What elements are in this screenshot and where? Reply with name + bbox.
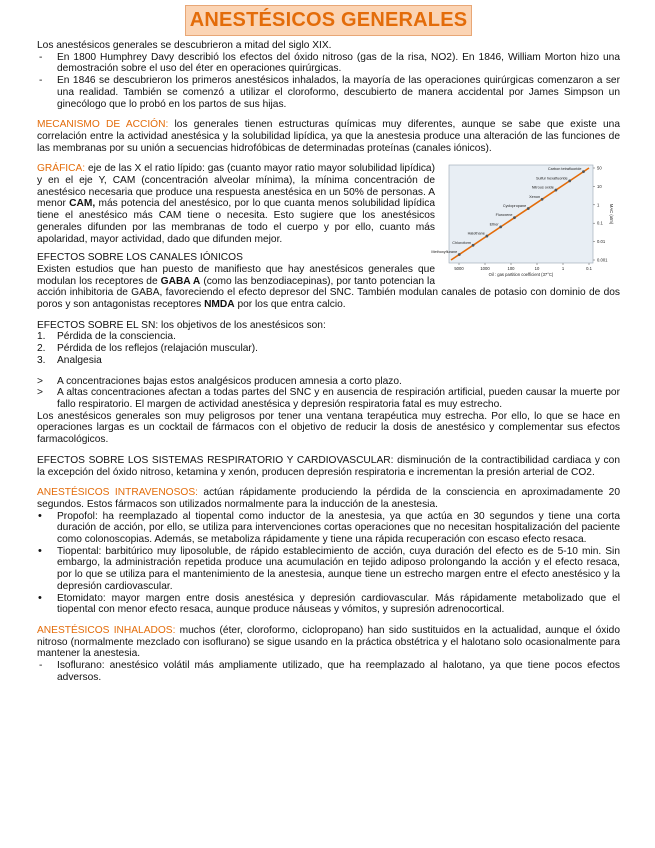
mecanismo-paragraph xyxy=(37,119,620,154)
inhalados-paragraph xyxy=(37,625,620,660)
grafica-cam: CAM, xyxy=(69,198,96,210)
chart-y-tick-label: 0.1 xyxy=(597,221,603,227)
intro-list xyxy=(37,52,620,111)
nmda-term: NMDA xyxy=(204,299,235,311)
respiratorio-paragraph xyxy=(37,455,620,478)
drug-description: : mayor margen entre dosis anestésica y depresión cardiovascular. Más rápidamente metabolizado que el tiopental con menor efecto resaca, aunque produce náuseas y vómitos, y supresión adrenocortical. xyxy=(57,592,620,616)
objective-number: 3. xyxy=(37,354,46,366)
chart-point-label: Ether xyxy=(489,222,499,227)
chart-data-point xyxy=(541,198,544,201)
chart-point-label: Cyclopropane xyxy=(502,204,527,209)
canales-text-3: por los que entra calcio. xyxy=(234,299,346,311)
chart-y-tick-label: 50 xyxy=(597,165,602,171)
chart-y-tick-label: 0.01 xyxy=(597,239,606,245)
drug-name: Propofol xyxy=(57,510,95,522)
chart-point-label: Nitrous oxide xyxy=(531,185,554,190)
page-title: ANESTÉSICOS GENERALES xyxy=(189,9,468,31)
chart-y-tick-label: 0.001 xyxy=(597,257,608,263)
chart-data-point xyxy=(458,253,461,256)
intro-item: - En 1846 se descubrieron los primeros anestésicos inhalados, la mayoría de las operaciones quirúrgicas comenzaron a ser una realidad. También se comenzó a utilizar el cloroformo, descubierto de manera accidental por James Simpson un ginecólogo que lo probó en los partos de sus hijas. xyxy=(37,75,620,110)
sn-closing: Los anestésicos generales son muy peligrosos por tener una ventana terapéutica muy estrecha. Por ello, lo que se hace en operaciones largas es un cocktail de fármacos con el objetivo de reducir la dosis de anestésico y complementar sus efectos farmacológicos. xyxy=(37,410,620,446)
chart-data-point xyxy=(513,217,516,220)
chart-data-point xyxy=(582,171,585,174)
mac-chart xyxy=(431,163,620,281)
chart-x-axis-label: Oil : gas partition coefficient (37°C) xyxy=(488,272,554,278)
intro-line: Los anestésicos generales se descubrieron a mitad del siglo XIX. xyxy=(37,40,332,51)
chart-point-label: Xenon xyxy=(529,195,541,200)
grafica-label: GRÁFICA: xyxy=(37,163,86,175)
sn-heading: EFECTOS SOBRE EL SN xyxy=(37,319,156,331)
objective-number: 2. xyxy=(37,343,46,355)
drug-item-propofol xyxy=(37,511,620,546)
chart-data-point xyxy=(527,207,530,210)
drug-description: : anestésico volátil más ampliamente utilizado, que ha reemplazado al halotano, ya que tiene pocos efectos adversos. xyxy=(57,660,620,683)
objective-text: Analgesia xyxy=(57,354,102,366)
objective-item xyxy=(37,331,620,343)
chart-point-label: Carbon tetrafluoride xyxy=(547,167,582,172)
chart-y-axis-label: MAC (atm) xyxy=(609,204,614,225)
chart-y-tick-label: 1 xyxy=(597,202,600,208)
drug-description: : ha reemplazado al tiopental como inductor de la anestesia, ya que actúa en 30 segundos y tiene una corta duración de acción, por ello, se utiliza para intervenciones cortas operaciones que no necesitan hospitalización del paciente como colonoscopias. Además, se metaboliza rápidamente y tiene una rápida recuperación con escaso efecto resaca. xyxy=(57,510,620,546)
intravenosos-text: actúan rápidamente produciendo la pérdida de la consciencia en aproximadamente 20 segundos. Estos fármacos son utilizados normalmente para la inducción de la anestesia. xyxy=(37,487,620,510)
mecanismo-label: MECANISMO DE ACCIÓN: xyxy=(37,119,169,131)
sn-objectives-list xyxy=(37,331,620,366)
chart-x-tick-label: 100 xyxy=(507,266,515,272)
drug-item-etomidato xyxy=(37,593,620,616)
chart-point-label: Halothane xyxy=(467,231,485,236)
mac-figure xyxy=(431,163,620,281)
objective-item xyxy=(37,355,620,367)
chart-x-tick-label: 1 xyxy=(561,266,565,272)
objective-text: Pérdida de los reflejos (relajación muscular). xyxy=(57,343,259,355)
concentration-list xyxy=(37,376,620,411)
grafica-text-a: eje de las X el ratio lípido: gas (cuanto mayor ratio mayor solubilidad lipídica) y en el eje Y, CAM (concentración alveolar mínima), la mínima concentración de anestésico necesaria que produce una respuesta anestésica en un 50% de personas. A menor xyxy=(37,163,435,210)
concentration-item: > A altas concentraciones afectan a todas partes del SNC y en ausencia de respiración artificial, pueden causar la muerte por fallo respiratorio. El margen de actividad anestésica y depresión respiratoria fatal es muy estrecho. xyxy=(37,387,620,410)
drug-name: Etomidato xyxy=(57,592,103,604)
drug-item-tiopental xyxy=(37,546,620,593)
inhalados-list xyxy=(37,660,620,683)
objective-item xyxy=(37,343,620,355)
chart-data-point xyxy=(485,235,488,238)
drug-description: : barbitúrico muy liposoluble, de rápido establecimiento de acción, cuya duración del efecto es de 5-10 min. Sin embargo, la administración repetida produce una acumulación en tejido adiposo prolongando la acción y el efecto resaca, por lo que se utiliza para el mantenimiento de la anestesia, aunque tiene un estrecho margen entre el efecto anestésico y la depresión cardiovascular. xyxy=(57,545,620,592)
title-banner xyxy=(185,5,472,36)
drug-name: Isoflurano xyxy=(57,660,102,672)
respiratorio-text: : disminución de la contractibilidad cardiaca y con la excepción del óxido nitroso, ketamina y xenón, producen depresión respiratoria e incrementan la presión arterial de CO2. xyxy=(37,454,620,478)
drug-item-isoflurano xyxy=(37,660,620,683)
sn-after: : los objetivos de los anestésicos son: xyxy=(155,319,326,331)
chart-data-point xyxy=(472,244,475,247)
inhalados-label: ANESTÉSICOS INHALADOS: xyxy=(37,624,176,636)
respiratorio-heading: EFECTOS SOBRE LOS SISTEMAS RESPIRATORIO Y CARDIOVASCULAR xyxy=(37,454,391,466)
grafica-text-b: más potencia del anestésico, por lo que cuanta menos solubilidad lipídica tiene el anestésico más CAM tiene o necesita. Esto sugiere que los anestésicos generales difunden por las membranas de todo el cuerpo y por ello, cuanto más apolaridad, mayor actividad, dado que difunden mejor. xyxy=(37,198,435,245)
canales-text-1: Existen estudios que han puesto de manifiesto que hay anestésicos generales que modulan los receptores de xyxy=(37,263,435,287)
objective-text: Pérdida de la consciencia. xyxy=(57,331,176,343)
chart-data-point xyxy=(554,189,557,192)
intro-item: - En 1800 Humphrey Davy describió los efectos del óxido nitroso (gas de la risa, NO2). En 1846, William Morton hizo una demostración sobre el uso del éter en operaciones quirúrgicas. xyxy=(37,52,620,75)
objective-number: 1. xyxy=(37,331,46,343)
intravenosos-label: ANESTÉSICOS INTRAVENOSOS: xyxy=(37,487,198,499)
sn-intro xyxy=(37,320,620,332)
chart-data-point xyxy=(499,226,502,229)
chart-point-label: Fluroxene xyxy=(495,213,513,218)
chart-point-label: Chloroform xyxy=(452,241,472,246)
intravenosos-list xyxy=(37,511,620,616)
canales-text-2: (como las benzodiacepinas), por tanto potencian la acción inhibitoria de GABA, favoreciendo el efecto depresor del SNC. También modulan canales de potasio con dominio de dos poros y son antagonistas receptores xyxy=(37,275,620,311)
chart-x-tick-label: 10 xyxy=(534,266,540,272)
gaba-term: GABA A xyxy=(160,275,201,287)
chart-y-tick-label: 10 xyxy=(597,184,602,190)
chart-x-tick-label: 5000 xyxy=(454,266,464,272)
chart-point-label: Sulfur hexafluoride xyxy=(536,176,568,181)
intravenosos-paragraph xyxy=(37,487,620,510)
drug-name: Tiopental xyxy=(57,545,99,557)
chart-x-tick-label: 1000 xyxy=(480,266,490,272)
mecanismo-text: los generales tienen estructuras químicas muy diferentes, aunque se sabe que existe una correlación entre la actividad anestésica y la solubilidad lipídica, ya que la anestesia produce una alteración de las funciones de las membranas por su unión a secuencias hidrofóbicas de determinadas proteínas (canales iónicos). xyxy=(37,119,620,154)
chart-point-label: Methoxyflurane xyxy=(431,250,458,255)
document-body xyxy=(37,40,620,683)
chart-x-tick-label: 0.1 xyxy=(586,266,592,272)
concentration-item: > A concentraciones bajas estos analgésicos producen amnesia a corto plazo. xyxy=(37,376,620,388)
canales-heading: EFECTOS SOBRE LOS CANALES IÓNICOS xyxy=(37,252,243,264)
chart-data-point xyxy=(568,180,571,183)
inhalados-text: muchos (éter, cloroformo, ciclopropano) han sido sustituidos en la actualidad, aunque el óxido nitroso (normalmente mezclado con isoflurano) se sigue usando en la práctica obstétrica y el halotano solo ocasionalmente para mantener la anestesia. xyxy=(37,624,620,660)
